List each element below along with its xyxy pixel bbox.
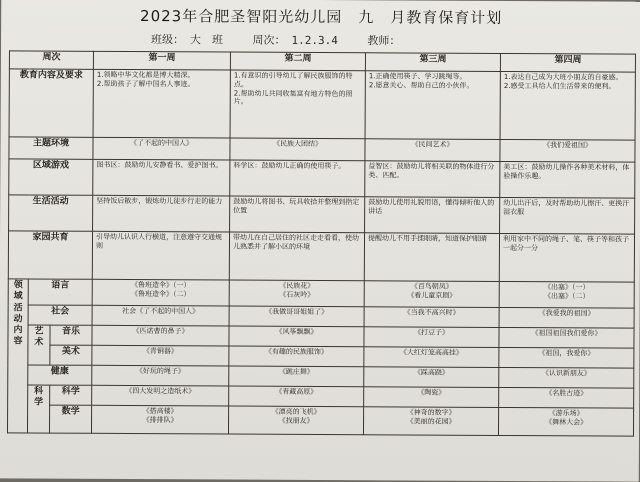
language-w1-line1: 《鲁班造伞》（一） xyxy=(131,281,191,290)
areas-week-1: 图书区：鼓励幼儿安静看书、爱护图书。 xyxy=(93,159,230,196)
meta-line xyxy=(151,31,591,49)
math-w1-line2: 《排排队》 xyxy=(142,415,178,425)
subject-art-label: 艺术 xyxy=(28,325,50,365)
language-week-3 xyxy=(364,281,499,308)
math-w3-line2: 《美丽的花园》 xyxy=(406,417,456,426)
music-week-2: 《风筝飘飘》 xyxy=(229,326,364,347)
math-week-4 xyxy=(499,407,634,436)
language-week-1 xyxy=(92,279,229,306)
music-week-1: 《匹诺曹的鼻子》 xyxy=(92,325,229,346)
language-w2-line2: 《石灰吟》 xyxy=(279,290,315,299)
domain-label-char: 域 xyxy=(13,291,23,302)
domain-label-char: 内 xyxy=(13,325,23,336)
home-week-4: 利用家中不同的绳子、笔、筷子等和孩子一起分一分 xyxy=(499,233,634,282)
society-week-3: 《当我不高兴时》 xyxy=(364,307,499,328)
math-w2-line1: 《漂亮的飞机》 xyxy=(271,407,321,417)
class-value: 大 班 xyxy=(190,33,224,47)
subject-math-label: 数学 xyxy=(49,405,91,433)
plan-table xyxy=(7,50,636,436)
goals-week-1 xyxy=(93,69,230,138)
domain-label-char: 活 xyxy=(13,302,23,313)
goals-week-4 xyxy=(500,71,635,140)
row-label-home: 家园共育 xyxy=(8,231,92,279)
teacher-label: 教师： xyxy=(367,34,401,48)
areas-week-3: 益智区：鼓励幼儿将相关联的物体进行分类、匹配。 xyxy=(365,161,500,198)
subject-music-label: 音乐 xyxy=(50,325,92,345)
week-value: 1.2.3.4 xyxy=(291,33,338,48)
language-w3-line1: 《百鸟朝凤》 xyxy=(410,282,453,291)
language-w4-line1: 《出塞》（一） xyxy=(544,283,590,292)
week-2-header: 第二周 xyxy=(230,52,365,71)
math-w4-line2: 《舞林大会》 xyxy=(545,417,588,427)
math-week-2 xyxy=(229,406,364,435)
week-1-header: 第一周 xyxy=(93,51,230,70)
row-label-goals: 教育内容及要求 xyxy=(9,69,93,137)
math-w2-line2: 《找朋友》 xyxy=(278,416,314,425)
goals-w1-line1: 1.领略中华文化都是博大精深。 xyxy=(96,70,195,80)
music-week-4: 《祖国祖国我们爱你》 xyxy=(499,327,634,348)
goals-w3-line1: 1.正确使用筷子、学习跳绳等。 xyxy=(368,72,467,81)
fine-art-week-1: 《青铜器》 xyxy=(92,345,229,366)
language-w2-line1: 《民族花》 xyxy=(279,281,315,290)
life-week-3: 鼓励幼儿使用礼貌用语，懂得倾听他人的讲话 xyxy=(365,197,500,234)
row-label-life: 生活活动 xyxy=(9,195,93,231)
language-w3-line2: 《看儿童京剧》 xyxy=(407,291,457,300)
science-week-2: 《青藏高原》 xyxy=(229,386,364,407)
week-3-header: 第三周 xyxy=(365,53,500,72)
row-label-theme: 主题环境 xyxy=(9,137,93,159)
fine-art-week-2: 《有趣的民族服饰》 xyxy=(229,346,364,367)
health-week-2: 《跳庄舞》 xyxy=(229,366,364,387)
subject-science-group-label: 科学 xyxy=(27,385,49,433)
row-label-areas: 区域游戏 xyxy=(9,159,93,195)
science-week-1: 《四大发明之造纸术》 xyxy=(92,385,229,406)
society-week-2: 《我做哥哥姐姐了》 xyxy=(229,306,364,327)
week-4-header: 第四周 xyxy=(500,53,635,72)
goals-w3-line2: 2.愿意关心、帮助自己的小伙伴。 xyxy=(368,81,474,90)
fine-art-week-4: 《祖国，我爱你》 xyxy=(499,347,634,368)
domain-label-char: 领 xyxy=(13,280,23,291)
subject-language-label: 语言 xyxy=(28,279,92,305)
life-week-1: 坚持饭后散步，锻炼幼儿徒步行走的能力 xyxy=(93,195,230,232)
society-week-1: 社会《了不起的中国人》 xyxy=(92,305,229,326)
science-week-4: 《名胜古迹》 xyxy=(499,387,634,408)
health-week-4: 《认识新朋友》 xyxy=(499,367,634,388)
math-w1-line1: 《搭高楼》 xyxy=(142,407,178,416)
subject-fine-art-label: 美术 xyxy=(50,345,92,365)
areas-week-2: 科学区：鼓励幼儿正确的使用筷子。 xyxy=(230,160,365,197)
goals-w2-line2: 2.帮助幼儿共同收集富有地方特色的照片。 xyxy=(233,89,353,106)
goals-w1-line2: 2.帮助孩子了解中国名人事迹。 xyxy=(96,79,195,89)
home-week-3: 提醒幼儿不用手揉眼睛，知道保护眼睛 xyxy=(364,233,499,282)
theme-week-1: 《了不起的中国人》 xyxy=(93,137,230,160)
week-header: 周次 xyxy=(9,51,93,69)
language-week-2 xyxy=(229,280,364,307)
domain-label-text xyxy=(11,280,24,348)
society-week-4: 《我爱我的祖国》 xyxy=(499,307,634,328)
math-week-1 xyxy=(92,405,229,434)
goals-week-3 xyxy=(365,71,500,140)
language-week-4 xyxy=(499,281,634,308)
health-week-1: 《好玩的绳子》 xyxy=(92,365,229,386)
home-week-1: 引导幼儿认识人行横道，注意遵守交通规则 xyxy=(92,231,229,280)
music-week-3: 《打豆子》 xyxy=(364,327,499,348)
domain-label-char: 动 xyxy=(13,314,23,325)
language-w1-line2: 《鲁班造伞》（二） xyxy=(130,289,191,299)
fine-art-week-3: 《大红灯笼高高挂》 xyxy=(364,347,499,368)
health-week-3: 《踩高跷》 xyxy=(364,367,499,388)
domain-label xyxy=(7,279,28,433)
life-week-4: 幼儿出汗后，及时帮助幼儿擦汗、更换汗湿衣服 xyxy=(500,197,635,234)
subject-science-label: 科学 xyxy=(50,385,92,405)
science-week-3: 《陶瓷》 xyxy=(364,387,499,408)
week-label: 周次： xyxy=(252,33,286,47)
goals-w2-line1: 1.有意识的引导幼儿了解民族服饰的特点。 xyxy=(233,71,353,89)
subject-health-label: 健康 xyxy=(28,365,92,385)
life-week-2: 鼓励幼儿将图书、玩具收拾并整理到指定位置 xyxy=(230,196,365,233)
goals-w4-line1: 1.表达自己成为大班小朋友的自豪感。 xyxy=(503,72,623,82)
domain-label-char: 容 xyxy=(13,336,23,347)
page-title: 2023年合肥圣智阳光幼儿园 九 月教育保育计划 xyxy=(140,7,503,27)
theme-week-2: 《民族大团结》 xyxy=(230,138,365,161)
math-w4-line1: 《游乐场》 xyxy=(548,409,584,418)
goals-week-2 xyxy=(230,70,365,139)
math-week-3 xyxy=(364,407,499,436)
theme-week-4: 《我们爱祖国》 xyxy=(500,139,635,162)
theme-week-3: 《民间艺术》 xyxy=(365,139,500,162)
areas-week-4: 美工区：鼓励幼儿操作各种美术材料，体验操作乐趣。 xyxy=(500,161,635,198)
subject-society-label: 社会 xyxy=(28,305,92,325)
language-w4-line2: 《出塞》（二） xyxy=(543,291,590,301)
goals-w4-line2: 2.感受工具给人们生活带来的便利。 xyxy=(503,81,616,91)
math-w3-line1: 《神奇的数字》 xyxy=(406,408,456,417)
home-week-2: 带幼儿在自己居住的社区走走看看，使幼儿熟悉并了解小区的环境 xyxy=(229,232,364,281)
class-label: 班级： xyxy=(151,33,185,47)
